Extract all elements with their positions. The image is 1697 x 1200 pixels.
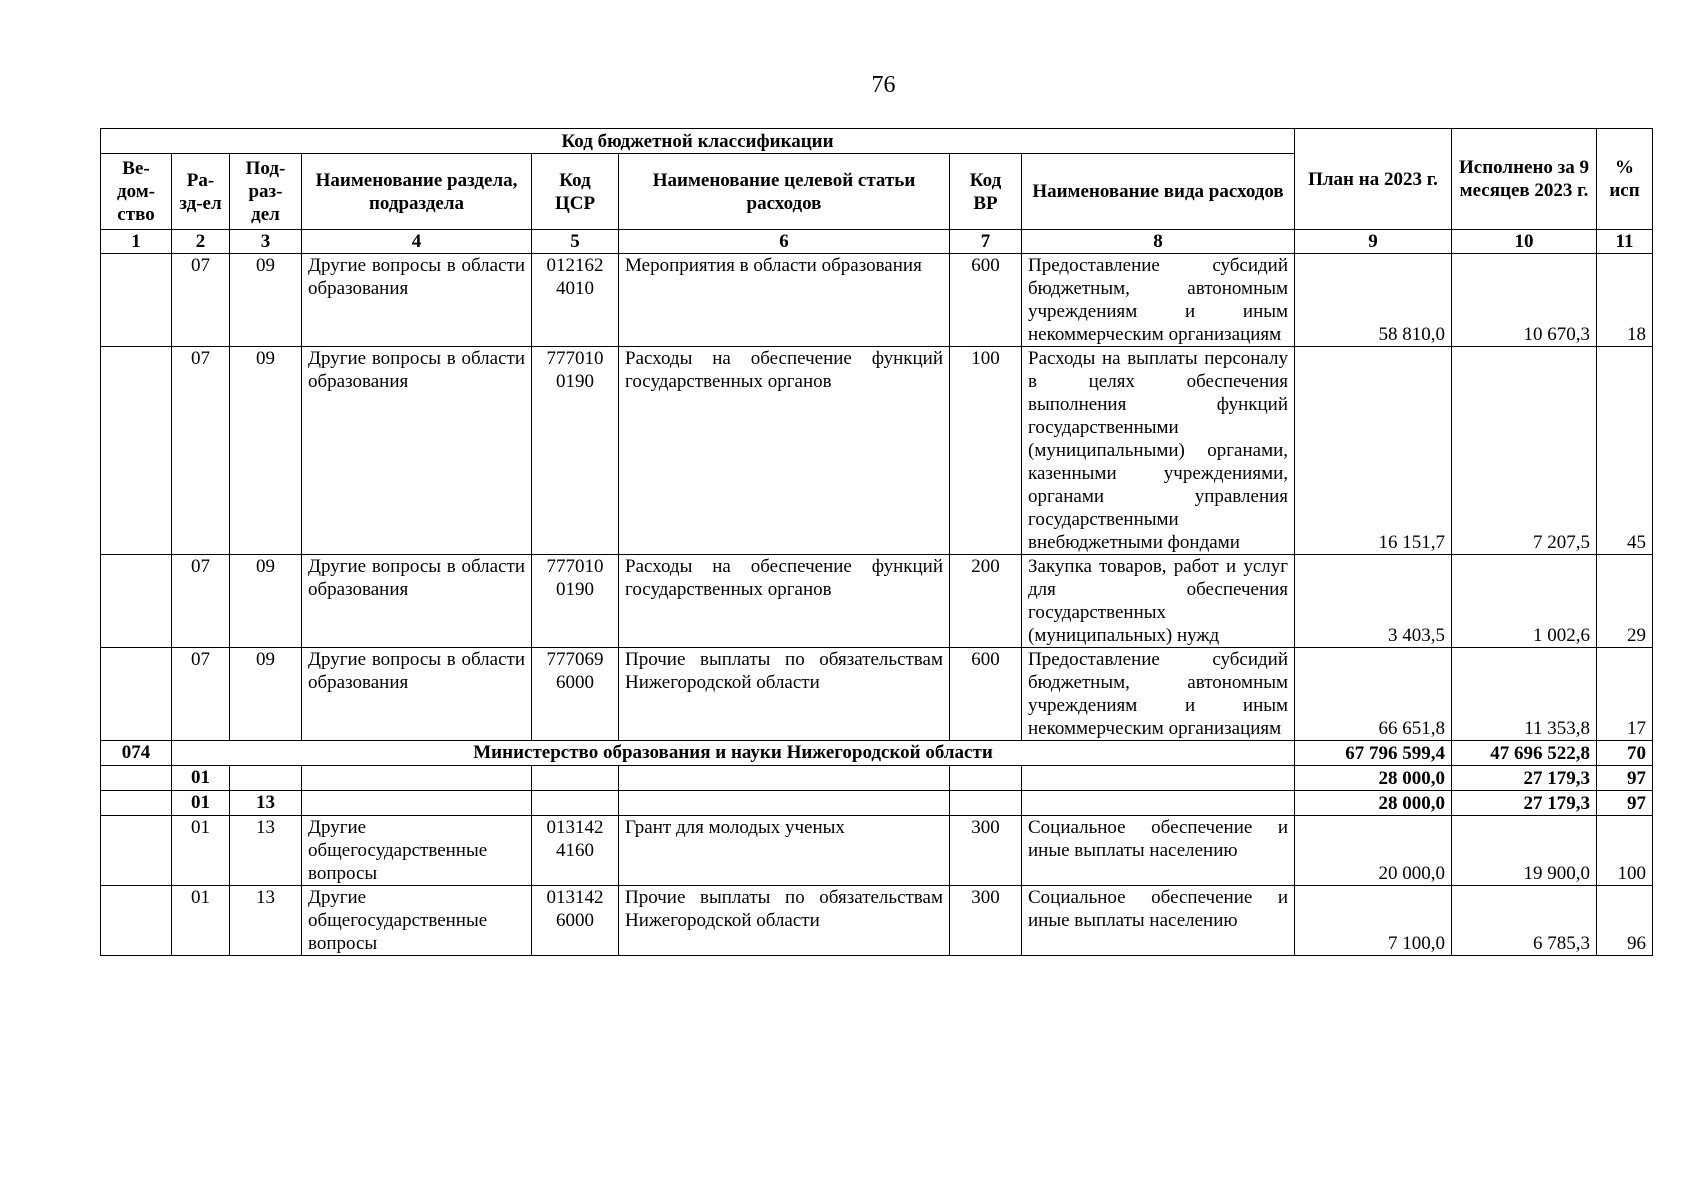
- cell-percent: 17: [1597, 648, 1653, 741]
- cell-razdel-name: Другие общегосударственные вопросы: [302, 816, 532, 886]
- cell-podrazdel: 13: [230, 816, 302, 886]
- cell-plan: 7 100,0: [1295, 886, 1452, 956]
- cell-vr-name: Социальное обеспечение и иные выплаты населению: [1022, 816, 1295, 886]
- cell-razdel: 07: [172, 648, 230, 741]
- column-index: 11: [1597, 230, 1653, 254]
- cell-razdel: 01: [172, 816, 230, 886]
- column-index: 2: [172, 230, 230, 254]
- cell-percent: 29: [1597, 555, 1653, 648]
- table-row: [101, 816, 1653, 886]
- cell-plan: 28 000,0: [1295, 766, 1452, 791]
- cell-podrazdel: 09: [230, 347, 302, 555]
- cell-vr-name: Предоставление субсидий бюджетным, автономным учреждениям и иным некоммерческим организациям: [1022, 648, 1295, 741]
- header-podrazdel: Под-раз-дел: [230, 154, 302, 230]
- cell-razdel-name: Другие вопросы в области образования: [302, 555, 532, 648]
- cell-podrazdel: 09: [230, 254, 302, 347]
- column-index: 1: [101, 230, 172, 254]
- cell-csr-name: Грант для молодых ученых: [619, 816, 950, 886]
- column-index: 8: [1022, 230, 1295, 254]
- cell-csr: 013142 4160: [532, 816, 619, 886]
- column-index: 10: [1452, 230, 1597, 254]
- header-percent: % исп: [1597, 129, 1653, 230]
- header-plan: План на 2023 г.: [1295, 129, 1452, 230]
- cell-razdel-name: Другие вопросы в области образования: [302, 347, 532, 555]
- cell-csr: 777010 0190: [532, 555, 619, 648]
- cell-vedomstvo: [101, 648, 172, 741]
- cell-percent: 70: [1597, 741, 1653, 766]
- page-number: 76: [871, 72, 896, 98]
- cell-razdel: 01: [172, 886, 230, 956]
- cell-razdel-name: Другие общегосударственные вопросы: [302, 886, 532, 956]
- header-budget-classification: Код бюджетной классификации: [101, 129, 1295, 154]
- header-csr-name: Наименование целевой статьи расходов: [619, 154, 950, 230]
- cell-vedomstvo: [101, 816, 172, 886]
- cell-vr-name: Закупка товаров, работ и услуг для обеспечения государственных (муниципальных) нужд: [1022, 555, 1295, 648]
- cell-csr-name: Прочие выплаты по обязательствам Нижегородской области: [619, 648, 950, 741]
- cell-razdel-name: Другие вопросы в области образования: [302, 254, 532, 347]
- cell-podrazdel: 09: [230, 555, 302, 648]
- cell-vr-name: [1022, 766, 1295, 791]
- header-vr: Код ВР: [950, 154, 1022, 230]
- cell-vr: 600: [950, 648, 1022, 741]
- cell-vr: [950, 791, 1022, 816]
- header-vedomstvo: Ве-дом-ство: [101, 154, 172, 230]
- cell-plan: 28 000,0: [1295, 791, 1452, 816]
- cell-razdel: 07: [172, 347, 230, 555]
- cell-vr-name: [1022, 791, 1295, 816]
- cell-executed: 6 785,3: [1452, 886, 1597, 956]
- table-row: [101, 254, 1653, 347]
- cell-vr-name: Социальное обеспечение и иные выплаты населению: [1022, 886, 1295, 956]
- cell-executed: 11 353,8: [1452, 648, 1597, 741]
- cell-csr: [532, 766, 619, 791]
- cell-plan: 16 151,7: [1295, 347, 1452, 555]
- column-index: 3: [230, 230, 302, 254]
- cell-csr-name: [619, 791, 950, 816]
- ministry-total-row: [101, 741, 1653, 766]
- budget-table: [100, 128, 1653, 956]
- cell-vr: 300: [950, 816, 1022, 886]
- cell-csr-name: Расходы на обеспечение функций государственных органов: [619, 555, 950, 648]
- cell-vedomstvo: [101, 886, 172, 956]
- cell-razdel-name: [302, 766, 532, 791]
- cell-vedomstvo: [101, 254, 172, 347]
- cell-csr: 013142 6000: [532, 886, 619, 956]
- cell-podrazdel: [230, 766, 302, 791]
- cell-podrazdel: 13: [230, 791, 302, 816]
- cell-plan: 67 796 599,4: [1295, 741, 1452, 766]
- cell-percent: 97: [1597, 791, 1653, 816]
- header-executed: Исполнено за 9 месяцев 2023 г.: [1452, 129, 1597, 230]
- cell-executed: 10 670,3: [1452, 254, 1597, 347]
- column-index-row: [101, 230, 1653, 254]
- cell-plan: 3 403,5: [1295, 555, 1452, 648]
- cell-executed: 1 002,6: [1452, 555, 1597, 648]
- header-csr: Код ЦСР: [532, 154, 619, 230]
- ministry-name: Министерство образования и науки Нижегородской области: [172, 741, 1295, 766]
- cell-executed: 7 207,5: [1452, 347, 1597, 555]
- cell-vedomstvo: [101, 347, 172, 555]
- cell-csr: 777069 6000: [532, 648, 619, 741]
- subsection-total-row: [101, 791, 1653, 816]
- cell-csr-name: [619, 766, 950, 791]
- cell-vr: 100: [950, 347, 1022, 555]
- cell-plan: 58 810,0: [1295, 254, 1452, 347]
- cell-plan: 66 651,8: [1295, 648, 1452, 741]
- header-razdel-name: Наименование раздела, подраздела: [302, 154, 532, 230]
- cell-vr-name: Расходы на выплаты персоналу в целях обеспечения выполнения функций государственными (муниципальными) органами, казенными учреждениями, органами управления государственными внебюджетными фондами: [1022, 347, 1295, 555]
- cell-vr: 300: [950, 886, 1022, 956]
- cell-razdel-name: Другие вопросы в области образования: [302, 648, 532, 741]
- column-index: 9: [1295, 230, 1452, 254]
- table-row: [101, 648, 1653, 741]
- cell-vedomstvo: 074: [101, 741, 172, 766]
- column-index: 5: [532, 230, 619, 254]
- section-total-row: [101, 766, 1653, 791]
- cell-percent: 97: [1597, 766, 1653, 791]
- cell-razdel: 07: [172, 254, 230, 347]
- header-razdel: Ра-зд-ел: [172, 154, 230, 230]
- table-row: [101, 347, 1653, 555]
- cell-vedomstvo: [101, 791, 172, 816]
- cell-razdel: 01: [172, 766, 230, 791]
- cell-vr: 200: [950, 555, 1022, 648]
- header-vr-name: Наименование вида расходов: [1022, 154, 1295, 230]
- cell-executed: 27 179,3: [1452, 791, 1597, 816]
- table-row: [101, 555, 1653, 648]
- cell-csr-name: Прочие выплаты по обязательствам Нижегородской области: [619, 886, 950, 956]
- cell-csr: 777010 0190: [532, 347, 619, 555]
- cell-podrazdel: 09: [230, 648, 302, 741]
- cell-executed: 27 179,3: [1452, 766, 1597, 791]
- cell-vedomstvo: [101, 555, 172, 648]
- cell-razdel-name: [302, 791, 532, 816]
- cell-plan: 20 000,0: [1295, 816, 1452, 886]
- cell-percent: 45: [1597, 347, 1653, 555]
- cell-vr: [950, 766, 1022, 791]
- cell-csr-name: Расходы на обеспечение функций государственных органов: [619, 347, 950, 555]
- cell-csr: [532, 791, 619, 816]
- column-index: 4: [302, 230, 532, 254]
- cell-razdel: 07: [172, 555, 230, 648]
- cell-vedomstvo: [101, 766, 172, 791]
- cell-percent: 100: [1597, 816, 1653, 886]
- cell-vr: 600: [950, 254, 1022, 347]
- table-row: [101, 886, 1653, 956]
- column-index: 6: [619, 230, 950, 254]
- cell-percent: 18: [1597, 254, 1653, 347]
- column-index: 7: [950, 230, 1022, 254]
- cell-csr: 012162 4010: [532, 254, 619, 347]
- cell-razdel: 01: [172, 791, 230, 816]
- cell-executed: 47 696 522,8: [1452, 741, 1597, 766]
- cell-vr-name: Предоставление субсидий бюджетным, автономным учреждениям и иным некоммерческим организациям: [1022, 254, 1295, 347]
- cell-podrazdel: 13: [230, 886, 302, 956]
- cell-csr-name: Мероприятия в области образования: [619, 254, 950, 347]
- cell-executed: 19 900,0: [1452, 816, 1597, 886]
- cell-percent: 96: [1597, 886, 1653, 956]
